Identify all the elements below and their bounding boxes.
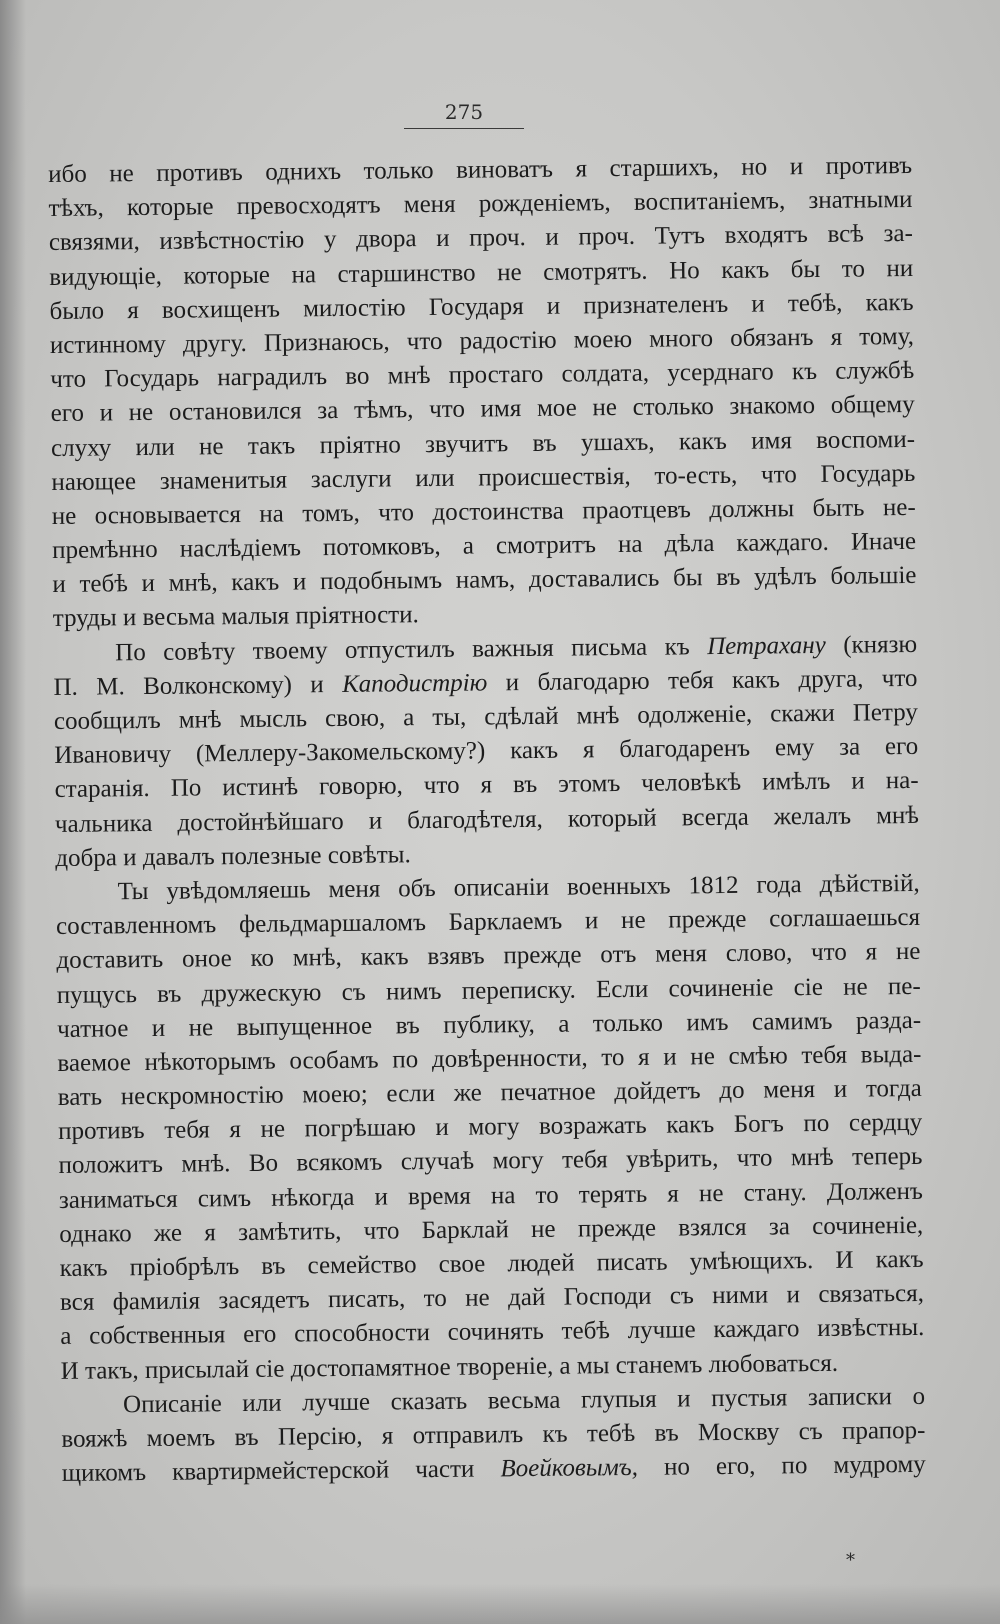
text-segment: видующіе, которые на старшинство не смотрятъ. Но какъ бы то ни [49,254,914,291]
text-segment: старанія. По истинѣ говорю, что я въ этомъ человѣкѣ имѣлъ и на- [54,767,919,804]
text-segment: не основывается на томъ, что достоинства праотцевъ должны быть не- [51,493,916,530]
paragraph [61,1380,926,1492]
text-segment: По совѣту твоему отпустилъ важныя письма къ [115,632,708,666]
text-segment: и благодарю тебя какъ друга, что [487,664,918,697]
italic-name: Каподистрію [341,669,488,698]
text-segment: И такъ, присылай сіе достопамятное твореніе, а мы станемъ любоваться. [60,1349,839,1385]
text-segment: вояжѣ моемъ въ Персію, я отправилъ къ тебѣ въ Москву съ прапор- [61,1416,926,1453]
footnote-mark: * [846,1550,855,1571]
text-segment: вся фамилія засядетъ писать, то не дай Господи съ ними и связаться, [59,1280,925,1317]
text-segment: его и не остановился за тѣмъ, что имя мое не столько знакомо общему [50,391,915,428]
paragraph [56,867,925,1389]
text-segment: а собственныя его способности сочинять тебѣ лучше каждаго извѣстны. [60,1314,925,1351]
text-segment: но его, по мудрому [637,1451,926,1482]
text-segment: чатное и не выпущенное въ публику, а только имъ самимъ разда- [56,1006,922,1043]
text-segment: пущусь въ дружескую съ нимъ переписку. Если сочиненіе сіе не пе- [56,972,921,1009]
text-segment: Описаніе или лучше сказать весьма глупыя и пустыя записки о [122,1382,926,1419]
page-bottom-shadow [0,1584,1000,1624]
italic-name: Воейковымъ, [500,1454,639,1483]
text-segment: Ты увѣдомляешь меня объ описаніи военныхъ 1812 года дѣйствій, [117,869,920,906]
text-segment: П. М. Волконскому) и [53,670,343,701]
text-segment: составленномъ фельдмаршаломъ Барклаемъ и не прежде соглашаешься [55,904,921,941]
text-segment: добра и давалъ полезные совѣты. [55,840,411,872]
page-gutter-shadow [0,0,26,1624]
text-segment: заниматься симъ нѣкогда и время на то терять я не стану. Долженъ [58,1177,924,1214]
text-segment: щикомъ квартирмейстерской части [61,1455,501,1488]
page-number: 275 [444,100,484,124]
text-segment: сообщилъ мнѣ мысль свою, а ты, сдѣлай мнѣ одолженіе, скажи Петру [53,698,918,735]
page-number-rule [404,128,524,129]
text-segment: истинному другу. Признаюсь, что радостію моею много обязанъ я тому, [49,322,915,359]
text-segment: доставить оное ко мнѣ, какъ взявъ прежде отъ меня слово, что я не [56,938,921,975]
text-segment: положитъ мнѣ. Во всякомъ случаѣ могу тебя увѣрить, что мнѣ теперь [58,1143,923,1180]
text-segment: (князю [825,630,918,659]
text-segment: премѣнно наслѣдіемъ потомковъ, а смотритъ на дѣла каждаго. Иначе [51,527,917,565]
text-segment: тѣхъ, которые превосходятъ меня рожденіемъ, воспитаніемъ, знатными [48,186,913,223]
text-segment: и тебѣ и мнѣ, какъ и подобнымъ намъ, доставались бы въ удѣлъ большіе [52,562,917,599]
paragraph [48,149,917,637]
text-segment: ваемое нѣкоторымъ особамъ по довѣренности, то я и не смѣю тебя выда- [57,1040,922,1077]
text-segment: что Государь наградилъ во мнѣ простаго солдата, усерднаго къ службѣ [50,357,915,394]
text-segment: однако же я замѣтить, что Барклай не прежде взялся за сочиненіе, [59,1211,924,1248]
text-segment: чальника достойнѣйшаго и благодѣтеля, который всегда желалъ мнѣ [54,801,920,838]
text-segment: вать нескромностію моею; если же печатное дойдетъ до меня и тогда [57,1074,922,1112]
paragraph [53,628,919,876]
text-segment: какъ пріобрѣлъ въ семейство свое людей писать умѣющихъ. И какъ [59,1245,924,1282]
text-segment: труды и весьма малыя пріятности. [52,601,419,633]
text-segment: нающее знаменитыя заслуги или происшествія, то-есть, что Государь [51,459,916,496]
text-segment: Ивановичу (Меллеру-Закомельскому?) какъ я благодаренъ ему за его [54,733,919,770]
text-segment: ибо не противъ однихъ только виноватъ я старшихъ, но и противъ [48,151,913,188]
text-segment: слуху или не такъ пріятно звучитъ въ ушахъ, какъ имя воспоми- [50,425,916,462]
text-segment: было я восхищенъ милостію Государя и признателенъ и тебѣ, какъ [49,288,914,325]
text-segment: противъ тебя я не погрѣшаю и могу возражать какъ Богъ по сердцу [58,1109,923,1146]
body-text [48,149,926,1491]
italic-name: Петрахану [707,631,826,660]
text-segment: связями, извѣстностію у двора и проч. и проч. Тутъ входятъ всѣ за- [48,220,913,257]
